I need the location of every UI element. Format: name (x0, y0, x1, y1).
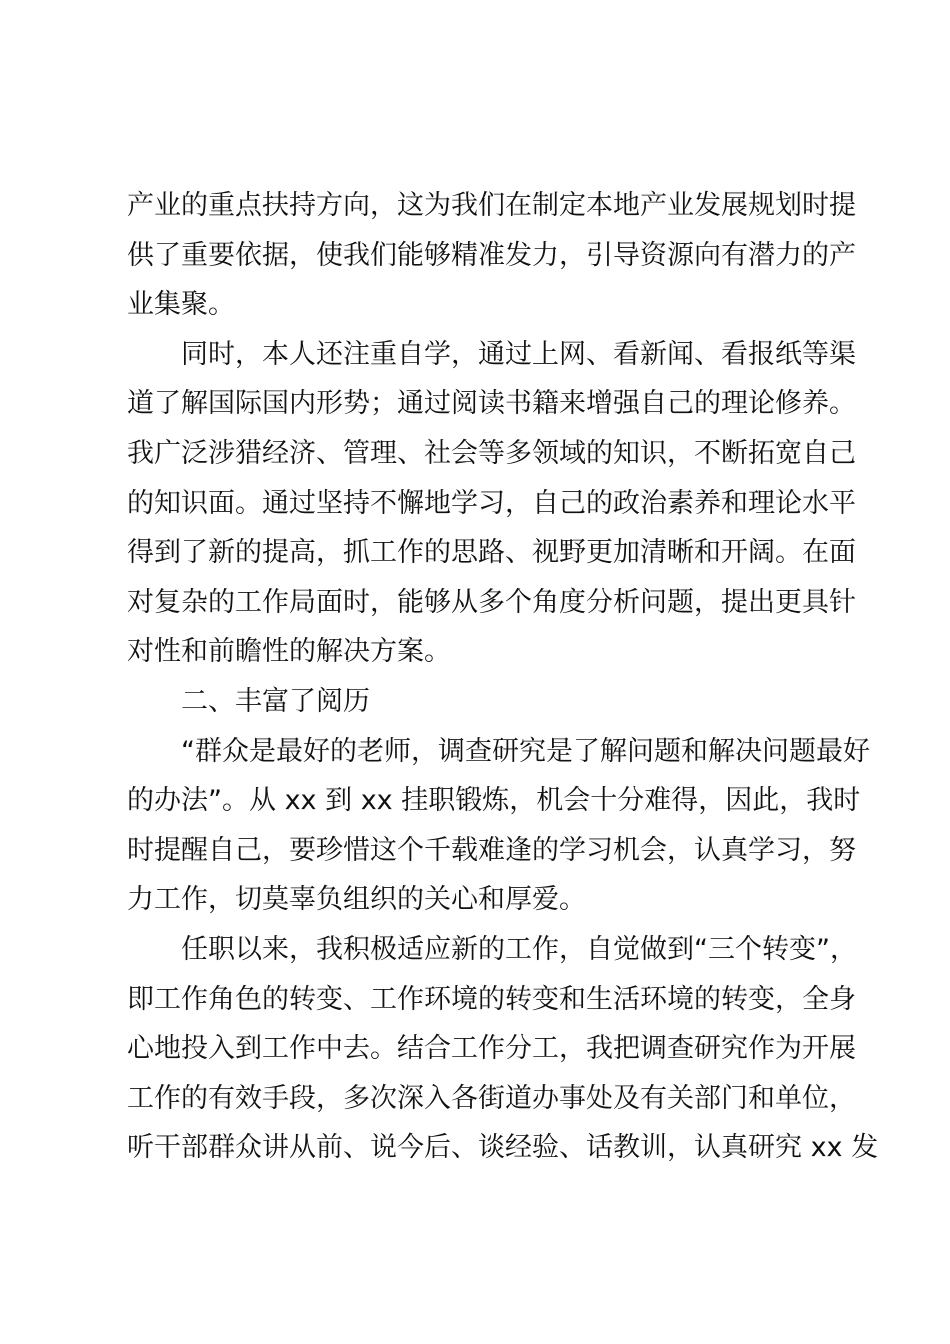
text-line: “群众是最好的老师，调查研究是了解问题和解决问题最好 (181, 735, 870, 767)
text-line: 听干部群众讲从前、说今后、谈经验、话教训，认真研究 xx 发 (127, 1132, 879, 1164)
text-line: 对复杂的工作局面时，能够从多个角度分析问题，提出更具针 (127, 586, 856, 618)
text-line: 心地投入到工作中去。结合工作分工，我把调查研究作为开展 (127, 1033, 856, 1065)
text-line: 业集聚。 (127, 289, 235, 321)
body-text (127, 181, 879, 1173)
text-line: 即工作角色的转变、工作环境的转变和生活环境的转变，全身 (127, 983, 856, 1015)
text-line: 道了解国际国内形势；通过阅读书籍来增强自己的理论修养。 (127, 388, 856, 420)
text-line: 得到了新的提高，抓工作的思路、视野更加清晰和开阔。在面 (127, 537, 856, 569)
text-line: 时提醒自己，要珍惜这个千载难逢的学习机会，认真学习，努 (127, 834, 856, 866)
text-line: 我广泛涉猎经济、管理、社会等多领域的知识，不断拓宽自己 (127, 437, 856, 469)
text-line: 的知识面。通过坚持不懈地学习，自己的政治素养和理论水平 (127, 487, 856, 519)
text-line: 任职以来，我积极适应新的工作，自觉做到“三个转变”， (181, 933, 857, 965)
text-line: 工作的有效手段，多次深入各街道办事处及有关部门和单位， (127, 1082, 856, 1114)
text-line: 产业的重点扶持方向，这为我们在制定本地产业发展规划时提 (127, 190, 856, 221)
text-line: 的办法”。从 xx 到 xx 挂职锻炼，机会十分难得，因此，我时 (127, 785, 861, 817)
text-line: 力工作，切莫辜负组织的关心和厚爱。 (127, 884, 586, 916)
text-line: 对性和前瞻性的解决方案。 (127, 636, 451, 668)
section-heading: 二、丰富了阅历 (181, 685, 370, 717)
text-line: 供了重要依据，使我们能够精准发力，引导资源向有潜力的产 (127, 239, 856, 271)
text-line: 同时，本人还注重自学，通过上网、看新闻、看报纸等渠 (181, 338, 856, 370)
